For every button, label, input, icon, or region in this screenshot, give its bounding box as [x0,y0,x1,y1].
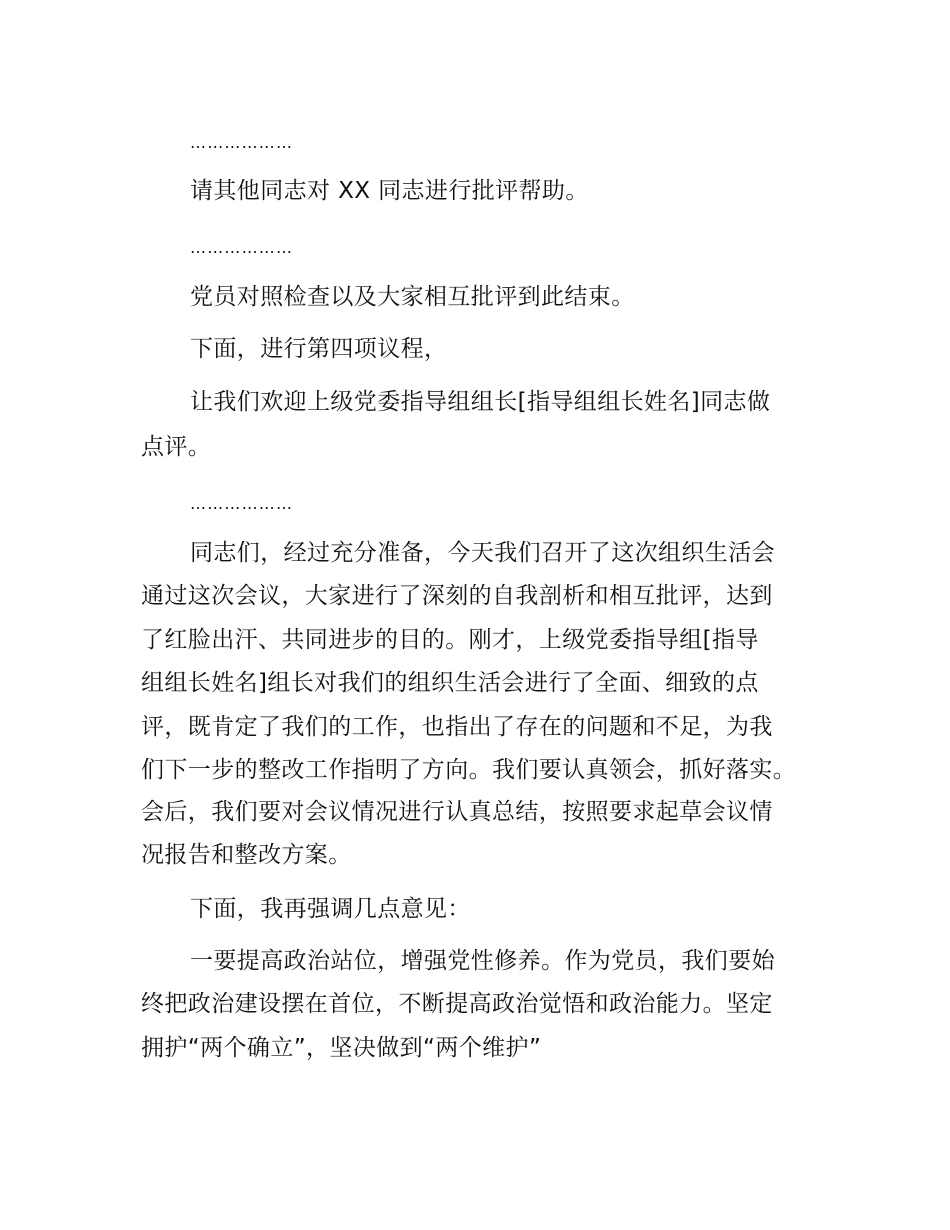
paragraph-line: 请其他同志对 XX 同志进行批评帮助。 [190,178,589,204]
paragraph-line: 通过这次会议，大家进行了深刻的自我剖析和相互批评，达到 [141,583,773,609]
paragraph-line: 一要提高政治站位，增强党性修养。作为党员，我们要始 [190,948,775,974]
paragraph-line: 点评。 [141,434,212,460]
paragraph-line: 们下一步的整改工作指明了方向。我们要认真领会，抓好落实。 [141,757,797,783]
paragraph-line: 组组长姓名]组长对我们的组织生活会进行了全面、细致的点 [141,670,759,696]
paragraph-line: 况报告和整改方案。 [141,842,352,868]
paragraph-line: 会后，我们要对会议情况进行认真总结，按照要求起草会议情 [141,799,773,825]
paragraph-line: 了红脸出汗、共同进步的目的。刚才，上级党委指导组[指导 [141,627,759,653]
paragraph-line: 拥护“两个确立”，坚决做到“两个维护” [141,1035,542,1061]
paragraph-line: 同志们，经过充分准备，今天我们召开了这次组织生活会 [190,540,775,566]
paragraph-line: 评，既肯定了我们的工作，也指出了存在的问题和不足，为我 [141,714,773,740]
paragraph-line: 下面，我再强调几点意见： [190,896,471,922]
paragraph-line: 终把政治建设摆在首位，不断提高政治觉悟和政治能力。坚定 [141,991,773,1017]
paragraph-line: 让我们欢迎上级党委指导组组长[指导组组长姓名]同志做 [190,389,771,415]
ellipsis-line: ……………… [190,494,294,513]
ellipsis-line: ……………… [190,238,294,257]
paragraph-line: 下面，进行第四项议程， [190,336,448,362]
paragraph-line: 党员对照检查以及大家相互批评到此结束。 [190,284,635,310]
ellipsis-line: ……………… [190,133,294,152]
